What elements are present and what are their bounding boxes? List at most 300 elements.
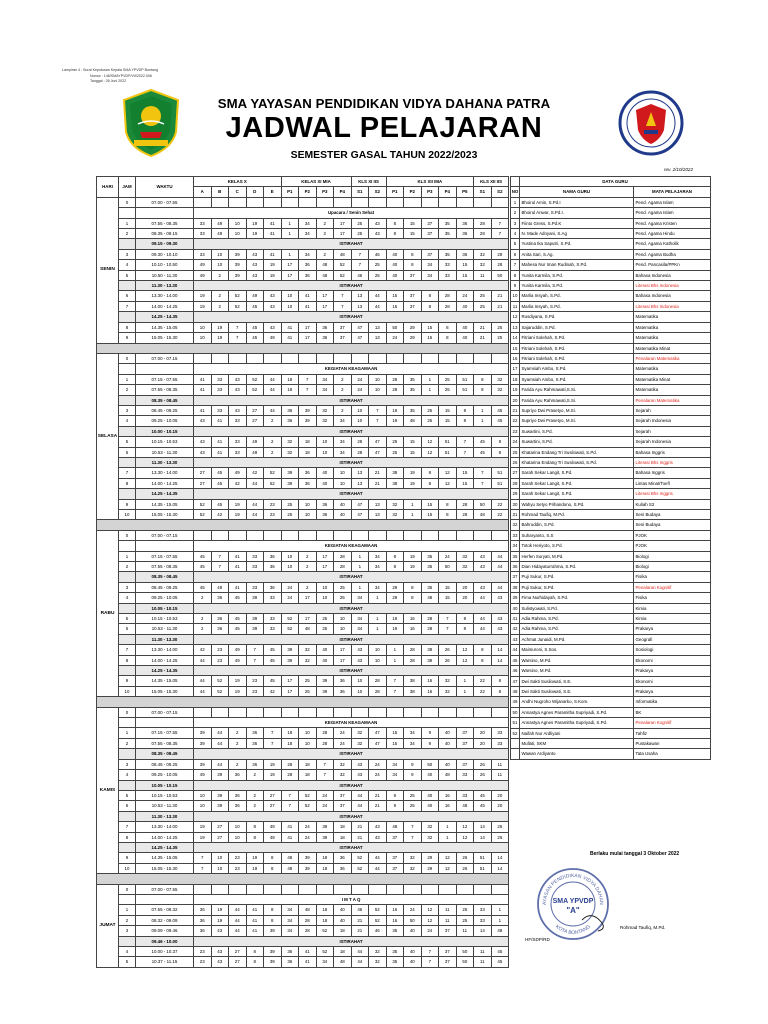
teacher-code-cell: 28: [474, 218, 492, 228]
waktu-cell: 11.30 - 13.30: [136, 457, 194, 467]
teacher-code-cell: 43: [246, 270, 264, 280]
jam-cell: 1: [119, 551, 136, 561]
class-header: S2: [369, 187, 387, 197]
teacher-name: Rusdiyana, S.Pd.: [520, 312, 634, 322]
teacher-code-cell: 19: [246, 853, 264, 863]
teacher-code-cell: 43: [474, 582, 492, 592]
teacher-code-cell: 52: [299, 790, 317, 800]
teacher-code-cell: 15: [456, 478, 474, 488]
teacher-code-cell: 10: [211, 863, 229, 873]
teacher-row: [511, 603, 711, 613]
teacher-code-cell: 32: [316, 416, 334, 426]
teacher-code-cell: 17: [316, 301, 334, 311]
teacher-code-cell: 26: [456, 863, 474, 873]
teacher-code-cell: 17: [281, 686, 299, 696]
teacher-code-cell: [439, 884, 457, 894]
lesson-row: [97, 385, 509, 395]
teacher-code-cell: 25: [404, 790, 422, 800]
lesson-row: [97, 333, 509, 343]
teacher-code-cell: 8: [474, 645, 492, 655]
teacher-name: Annastya Agnes Paramitha Supriyadi, S.Pd.: [520, 718, 634, 728]
lesson-row: [97, 582, 509, 592]
teacher-code-cell: 29: [386, 582, 404, 592]
teacher-code-cell: 40: [386, 260, 404, 270]
jam-cell: [119, 842, 136, 852]
separator-cell: [97, 874, 509, 884]
break-row: [97, 666, 509, 676]
break-label: ISTIRAHAT: [194, 572, 509, 582]
jam-cell: 2: [119, 738, 136, 748]
lesson-row: [97, 655, 509, 665]
class-header: P4: [334, 187, 352, 197]
teacher-code-cell: 37: [439, 947, 457, 957]
teacher-code-cell: [369, 707, 387, 717]
teacher-code-cell: 8: [456, 405, 474, 415]
teacher-code-cell: 11: [474, 957, 492, 967]
teacher-code-cell: 46: [351, 270, 369, 280]
teacher-code-cell: 18: [281, 738, 299, 748]
teacher-code-cell: 39: [316, 822, 334, 832]
teacher-code-cell: 36: [456, 229, 474, 239]
teacher-code-cell: 39: [299, 863, 317, 873]
day-cell: RABU: [97, 530, 119, 697]
teacher-code-cell: 15: [456, 270, 474, 280]
teacher-name: Totok Heriyoto, S.Pd.: [520, 541, 634, 551]
jam-cell: 1: [119, 374, 136, 384]
teacher-no: 27: [511, 468, 520, 478]
teacher-code-cell: 10: [369, 645, 387, 655]
teacher-code-cell: 39: [194, 738, 212, 748]
teacher-code-cell: 41: [299, 291, 317, 301]
teacher-code-cell: 25: [421, 416, 439, 426]
teacher-code-cell: 18: [334, 822, 352, 832]
waktu-cell: 10.00 - 10.15: [136, 426, 194, 436]
teacher-code-cell: 43: [229, 405, 247, 415]
teacher-code-cell: 12: [421, 905, 439, 915]
teacher-code-cell: 50: [421, 759, 439, 769]
teacher-no: 30: [511, 499, 520, 509]
break-row: [97, 489, 509, 499]
teacher-code-cell: 15: [439, 593, 457, 603]
teacher-code-cell: 27: [211, 822, 229, 832]
teacher-code-cell: 8: [456, 416, 474, 426]
teacher-code-cell: 25: [386, 447, 404, 457]
teacher-code-cell: 1: [386, 645, 404, 655]
waktu-cell: 14.00 - 14.25: [136, 478, 194, 488]
teacher-code-cell: 2: [246, 770, 264, 780]
break-row: [97, 749, 509, 759]
day-separator: [97, 343, 509, 353]
teacher-code-cell: [474, 884, 492, 894]
teacher-code-cell: 37: [386, 853, 404, 863]
lesson-row: [97, 853, 509, 863]
teacher-row: [511, 374, 711, 384]
teacher-code-cell: 36: [299, 260, 317, 270]
teacher-code-cell: 47: [369, 728, 387, 738]
teacher-no: 23: [511, 426, 520, 436]
jam-cell: 2: [119, 385, 136, 395]
teacher-code-cell: 44: [194, 686, 212, 696]
teacher-code-cell: 24: [299, 832, 317, 842]
teacher-row: [511, 572, 711, 582]
teacher-code-cell: 49: [229, 655, 247, 665]
teacher-code-cell: 8: [404, 593, 422, 603]
teacher-code-cell: 18: [299, 447, 317, 457]
teacher-code-cell: 36: [334, 686, 352, 696]
teacher-row: [511, 312, 711, 322]
teacher-code-cell: 33: [211, 385, 229, 395]
teacher-code-cell: [246, 707, 264, 717]
teacher-code-cell: [351, 707, 369, 717]
teacher-code-cell: 25: [351, 229, 369, 239]
teacher-code-cell: 36: [229, 801, 247, 811]
teacher-code-cell: 33: [194, 229, 212, 239]
teacher-code-cell: 15: [404, 218, 422, 228]
teacher-code-cell: 40: [421, 770, 439, 780]
teacher-code-cell: 36: [456, 249, 474, 259]
teacher-code-cell: [316, 353, 334, 363]
teacher-code-cell: 48: [281, 863, 299, 873]
teacher-code-cell: 44: [351, 947, 369, 957]
teacher-code-cell: 40: [456, 301, 474, 311]
teacher-subject: Ekonomi: [634, 676, 711, 686]
teacher-code-cell: 1: [281, 229, 299, 239]
activity-label: Upacara / Senin Sehat: [194, 208, 509, 218]
teacher-code-cell: 27: [264, 801, 282, 811]
teacher-code-cell: 24: [456, 291, 474, 301]
jam-cell: [119, 239, 136, 249]
teacher-code-cell: 39: [299, 853, 317, 863]
teacher-no: 29: [511, 489, 520, 499]
teacher-code-cell: 45: [491, 416, 509, 426]
teacher-code-cell: [229, 884, 247, 894]
teacher-code-cell: 43: [474, 551, 492, 561]
teacher-code-cell: 25: [369, 270, 387, 280]
teacher-code-cell: 37: [456, 738, 474, 748]
teacher-no: 16: [511, 353, 520, 363]
teacher-code-cell: 41: [264, 229, 282, 239]
teacher-code-cell: 14: [474, 926, 492, 936]
teacher-row: [511, 249, 711, 259]
teacher-name: Sajaruddin, S.Pd.: [520, 322, 634, 332]
waktu-cell: 14.35 - 15.05: [136, 322, 194, 332]
teacher-row: [511, 364, 711, 374]
jam-cell: 9: [119, 499, 136, 509]
teacher-row: [511, 333, 711, 343]
teacher-code-cell: 17: [316, 551, 334, 561]
teacher-code-cell: 8: [491, 447, 509, 457]
teacher-name: Sarah Sekar Langit, S.Pd.: [520, 468, 634, 478]
waktu-cell: 08.45 - 09.25: [136, 405, 194, 415]
teacher-code-cell: 2: [334, 385, 352, 395]
teacher-code-cell: 28: [369, 676, 387, 686]
teacher-code-cell: 19: [386, 624, 404, 634]
teacher-code-cell: 8: [246, 822, 264, 832]
teacher-code-cell: 12: [421, 915, 439, 925]
teacher-code-cell: 44: [369, 863, 387, 873]
teacher-code-cell: 24: [351, 385, 369, 395]
activity-row: [97, 718, 509, 728]
teacher-code-cell: 41: [229, 551, 247, 561]
teacher-code-cell: 47: [369, 447, 387, 457]
teacher-code-cell: 17: [281, 270, 299, 280]
teacher-code-cell: 24: [421, 926, 439, 936]
teacher-subject: BK: [634, 707, 711, 717]
teacher-code-cell: [334, 707, 352, 717]
teacher-code-cell: 42: [229, 478, 247, 488]
teacher-subject: Pend. Agama Hindu: [634, 229, 711, 239]
lesson-row: [97, 624, 509, 634]
teacher-no: 9: [511, 281, 520, 291]
teacher-code-cell: 41: [299, 301, 317, 311]
teacher-code-cell: 27: [246, 416, 264, 426]
class-header: S1: [474, 187, 492, 197]
teacher-name: Warsino, M.Pd.: [520, 655, 634, 665]
break-label: ISTIRAHAT: [194, 239, 509, 249]
revision-note: rev. 2/10/2022: [664, 167, 694, 172]
teacher-code-cell: 33: [229, 437, 247, 447]
teacher-code-cell: 7: [316, 770, 334, 780]
teacher-code-cell: 10: [351, 405, 369, 415]
teacher-code-cell: 34: [386, 759, 404, 769]
waktu-cell: 14.00 - 14.25: [136, 832, 194, 842]
teacher-code-cell: 28: [404, 645, 422, 655]
teacher-code-cell: 16: [404, 624, 422, 634]
lesson-row: [97, 530, 509, 540]
teacher-code-cell: 1: [386, 655, 404, 665]
class-header: P5: [456, 187, 474, 197]
teacher-code-cell: 10: [229, 229, 247, 239]
teacher-code-cell: 40: [439, 738, 457, 748]
lesson-row: [97, 593, 509, 603]
teacher-code-cell: 17: [334, 218, 352, 228]
waktu-cell: 10.53 - 11.30: [136, 624, 194, 634]
teacher-code-cell: 28: [439, 291, 457, 301]
lesson-row: [97, 728, 509, 738]
teacher-code-cell: [211, 530, 229, 540]
teacher-code-cell: 28: [334, 551, 352, 561]
teacher-code-cell: 8: [386, 218, 404, 228]
teacher-code-cell: 10: [316, 437, 334, 447]
teacher-code-cell: 39: [229, 249, 247, 259]
teacher-code-cell: 19: [194, 301, 212, 311]
teacher-code-cell: 12: [421, 447, 439, 457]
teacher-code-cell: 21: [369, 790, 387, 800]
teacher-code-cell: 15: [421, 499, 439, 509]
jam-cell: [119, 572, 136, 582]
teacher-code-cell: 8: [439, 333, 457, 343]
teacher-code-cell: 2: [316, 249, 334, 259]
teacher-subject: Kuliah S2: [634, 499, 711, 509]
class-header: P1: [386, 187, 404, 197]
teacher-code-cell: 45: [211, 468, 229, 478]
waktu-cell: [136, 894, 194, 904]
teacher-code-cell: [369, 530, 387, 540]
teacher-code-cell: 9: [386, 801, 404, 811]
teacher-row: [511, 457, 711, 467]
teacher-code-cell: 1: [474, 405, 492, 415]
teacher-code-cell: 32: [281, 437, 299, 447]
teacher-code-cell: 18: [299, 437, 317, 447]
jam-cell: [119, 457, 136, 467]
teacher-code-cell: 39: [211, 770, 229, 780]
teacher-code-cell: 44: [264, 385, 282, 395]
teacher-code-cell: 19: [211, 322, 229, 332]
teacher-code-cell: 2: [246, 790, 264, 800]
teacher-code-cell: 16: [421, 676, 439, 686]
teacher-code-cell: [299, 530, 317, 540]
teacher-code-cell: 34: [421, 270, 439, 280]
jam-cell: [119, 811, 136, 821]
teacher-subject: PJOK: [634, 530, 711, 540]
jam-cell: 3: [119, 249, 136, 259]
teacher-code-cell: [334, 884, 352, 894]
teacher-row: [511, 510, 711, 520]
teacher-code-cell: 15: [456, 260, 474, 270]
jam-cell: [119, 364, 136, 374]
teacher-row: [511, 437, 711, 447]
teacher-row: [511, 593, 711, 603]
day-separator: [97, 697, 509, 707]
teacher-subject: Fisika: [634, 572, 711, 582]
teacher-code-cell: 43: [369, 822, 387, 832]
teacher-code-cell: 36: [456, 218, 474, 228]
teacher-code-cell: 27: [194, 478, 212, 488]
teacher-code-cell: [491, 707, 509, 717]
teacher-code-cell: 39: [281, 645, 299, 655]
teacher-code-cell: 43: [491, 593, 509, 603]
teacher-code-cell: 10: [281, 562, 299, 572]
jam-cell: [119, 634, 136, 644]
teacher-code-cell: 36: [299, 270, 317, 280]
teacher-code-cell: 24: [369, 770, 387, 780]
teacher-code-cell: 45: [194, 551, 212, 561]
teacher-code-cell: [456, 707, 474, 717]
waktu-cell: 08.35 - 08.45: [136, 572, 194, 582]
teacher-code-cell: 41: [281, 322, 299, 332]
break-label: ISTIRAHAT: [194, 634, 509, 644]
teacher-name: Dwi Sakti Susilowati, S.E.: [520, 686, 634, 696]
activity-row: [97, 541, 509, 551]
teacher-code-cell: 15: [404, 437, 422, 447]
teacher-code-cell: 36: [299, 468, 317, 478]
teacher-code-cell: 34: [334, 416, 352, 426]
teacher-name: Mullati, SKM: [520, 738, 634, 748]
teacher-code-cell: 52: [211, 686, 229, 696]
teacher-row: [511, 218, 711, 228]
teacher-code-cell: 24: [369, 759, 387, 769]
waktu-cell: 15.05 - 15.30: [136, 686, 194, 696]
teacher-code-cell: 32: [404, 853, 422, 863]
teacher-code-cell: 24: [404, 905, 422, 915]
break-label: ISTIRAHAT: [194, 936, 509, 946]
teacher-code-cell: 45: [229, 593, 247, 603]
teacher-code-cell: 18: [316, 905, 334, 915]
teacher-code-cell: 19: [194, 832, 212, 842]
teacher-code-cell: 8: [439, 509, 457, 519]
teacher-code-cell: 28: [456, 499, 474, 509]
teacher-code-cell: 37: [421, 249, 439, 259]
teacher-code-cell: 21: [474, 322, 492, 332]
teacher-code-cell: 7: [491, 218, 509, 228]
teacher-code-cell: 36: [264, 562, 282, 572]
teacher-name: Suwartini, S.Pd.: [520, 437, 634, 447]
teacher-code-cell: [316, 884, 334, 894]
day-separator: [97, 520, 509, 530]
teacher-name: Adia Rahma, S.Pd.: [520, 624, 634, 634]
teacher-code-cell: 41: [246, 905, 264, 915]
teacher-code-cell: 10: [299, 499, 317, 509]
teacher-no: 45: [511, 655, 520, 665]
teacher-row: [511, 634, 711, 644]
class-header: C: [229, 187, 247, 197]
teacher-code-cell: 13: [351, 478, 369, 488]
teacher-code-cell: 45: [264, 655, 282, 665]
lesson-row: [97, 738, 509, 748]
teacher-code-cell: 14: [474, 832, 492, 842]
jam-cell: 3: [119, 582, 136, 592]
teacher-code-cell: 49: [211, 582, 229, 592]
teacher-code-cell: 47: [351, 322, 369, 332]
teacher-code-cell: 36: [334, 863, 352, 873]
teacher-code-cell: 34: [316, 385, 334, 395]
teacher-code-cell: 44: [474, 624, 492, 634]
jam-cell: [119, 718, 136, 728]
teacher-code-cell: 1: [281, 249, 299, 259]
teacher-code-cell: 43: [264, 322, 282, 332]
jam-cell: [119, 749, 136, 759]
teacher-code-cell: 19: [404, 468, 422, 478]
teacher-code-cell: 19: [386, 405, 404, 415]
teacher-row: [511, 229, 711, 239]
teacher-code-cell: 42: [246, 468, 264, 478]
jam-cell: 10: [119, 863, 136, 873]
teacher-code-cell: 10: [194, 801, 212, 811]
teacher-code-cell: 48: [316, 270, 334, 280]
teacher-code-cell: 7: [404, 822, 422, 832]
teacher-code-cell: 52: [229, 301, 247, 311]
teacher-code-cell: 1: [351, 582, 369, 592]
teacher-code-cell: 52: [264, 478, 282, 488]
teacher-code-cell: 10: [194, 333, 212, 343]
teacher-row: [511, 343, 711, 353]
teacher-code-cell: 7: [439, 614, 457, 624]
teacher-code-cell: 36: [281, 947, 299, 957]
teacher-code-cell: 17: [299, 322, 317, 332]
teacher-code-cell: 34: [386, 770, 404, 780]
break-label: ISTIRAHAT: [194, 603, 509, 613]
teacher-name: Wahyu Setyo Prihandono, S.Pd.: [520, 499, 634, 509]
teacher-code-cell: 13: [369, 509, 387, 519]
teacher-code-cell: 27: [229, 957, 247, 967]
teacher-code-cell: 7: [439, 624, 457, 634]
teacher-code-cell: 39: [246, 614, 264, 624]
teacher-code-cell: 8: [386, 551, 404, 561]
teacher-code-cell: 49: [211, 218, 229, 228]
teacher-subject: Matematika: [634, 385, 711, 395]
teacher-no: 34: [511, 541, 520, 551]
teacher-code-cell: 17: [299, 333, 317, 343]
jam-cell: [119, 489, 136, 499]
teacher-code-cell: 41: [281, 832, 299, 842]
teacher-code-cell: 7: [334, 291, 352, 301]
teacher-code-cell: 40: [386, 249, 404, 259]
teacher-code-cell: [491, 197, 509, 207]
teacher-code-cell: [211, 197, 229, 207]
teacher-code-cell: 20: [456, 593, 474, 603]
teacher-code-cell: [264, 884, 282, 894]
teacher-row: [511, 416, 711, 426]
